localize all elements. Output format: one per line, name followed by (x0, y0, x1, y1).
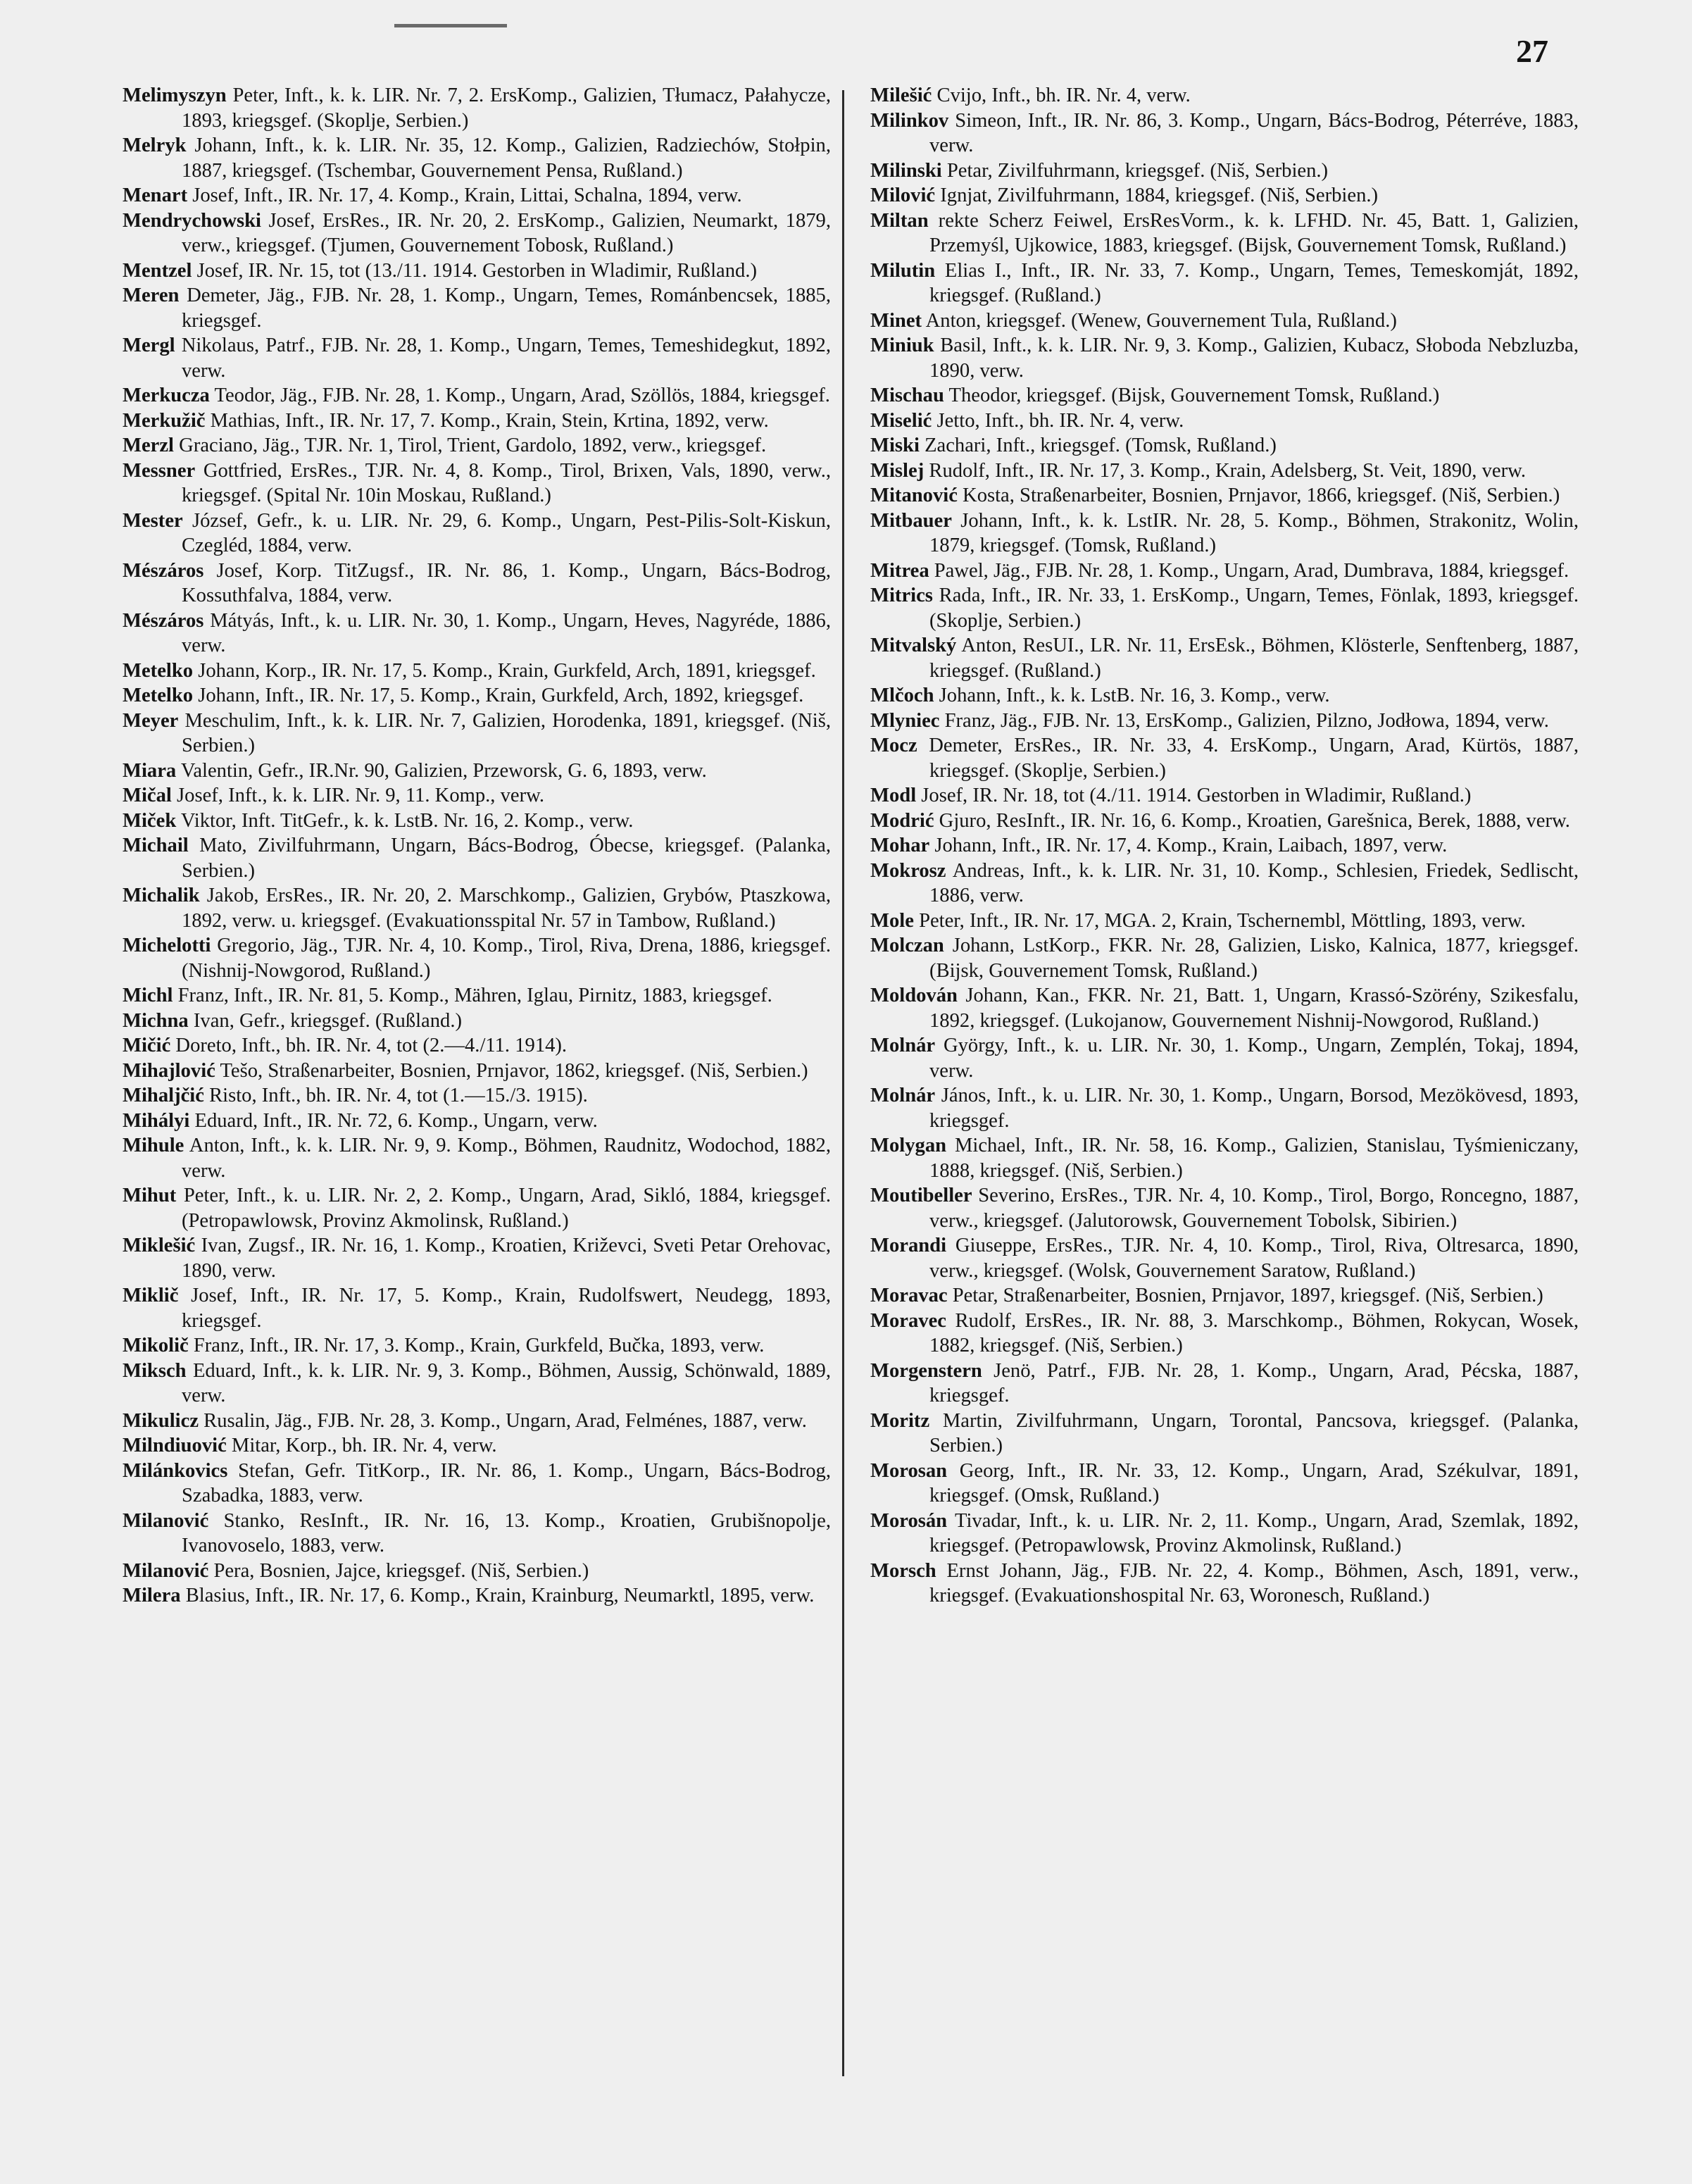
entry-surname: Merzl (123, 435, 175, 456)
casualty-entry (123, 1059, 831, 1084)
entry-surname: Melimyszyn (123, 85, 227, 106)
entry-surname: Molnár (870, 1035, 936, 1056)
casualty-entry (870, 633, 1579, 683)
entry-details: Mato, Zivilfuhrmann, Ungarn, Bács-Bodrog, Óbecse, kriegsgef. (Palanka, Serbien.) (182, 835, 831, 882)
casualty-entry (870, 83, 1579, 108)
entry-surname: Morsch (870, 1559, 936, 1582)
casualty-entry (123, 1509, 831, 1559)
casualty-entry (870, 909, 1579, 934)
entry-details: Zachari, Inft., kriegsgef. (Tomsk, Rußland.) (919, 435, 1277, 456)
entry-details: Anton, Inft., k. k. LIR. Nr. 9, 9. Komp., Böhmen, Raudnitz, Wodochod, 1882, verw. (182, 1135, 831, 1182)
casualty-entry (870, 1083, 1579, 1133)
entry-details: Graciano, Jäg., TJR. Nr. 1, Tirol, Trient, Gardolo, 1892, verw., kriegsgef. (174, 435, 767, 456)
casualty-entry (123, 783, 831, 809)
entry-details: Eduard, Inft., k. k. LIR. Nr. 9, 3. Komp., Böhmen, Aussig, Schönwald, 1889, verw. (182, 1359, 831, 1406)
casualty-entry (870, 333, 1579, 383)
entry-details: Johann, Inft., k. k. LIR. Nr. 35, 12. Komp., Galizien, Radziechów, Stołpin, 1887, kriegsgef. (Tschembar, Gouvernement Pensa, Rußland.) (182, 135, 831, 182)
entry-details: Rudolf, Inft., IR. Nr. 17, 3. Komp., Krain, Adelsberg, St. Veit, 1890, verw. (924, 459, 1527, 482)
casualty-entry (870, 1283, 1579, 1309)
casualty-entry (123, 883, 831, 933)
entry-surname: Messner (123, 459, 196, 482)
casualty-entry (123, 208, 831, 258)
entry-details: Jenö, Patrf., FJB. Nr. 28, 1. Komp., Ungarn, Arad, Pécska, 1887, kriegsgef. (929, 1359, 1579, 1406)
entry-details: Pera, Bosnien, Jajce, kriegsgef. (Niš, Serbien.) (208, 1559, 589, 1582)
entry-surname: Moldován (870, 985, 958, 1006)
entry-details: Josef, IR. Nr. 18, tot (4./11. 1914. Gestorben in Wladimir, Rußland.) (916, 785, 1472, 806)
entry-details: Johann, LstKorp., FKR. Nr. 28, Galizien, Lisko, Kalnica, 1877, kriegsgef. (Bijsk, Gouvernement Tomsk, Rußland.) (929, 935, 1579, 982)
entry-surname: Mikulicz (123, 1409, 199, 1432)
entry-details: Pawel, Jäg., FJB. Nr. 28, 1. Komp., Ungarn, Arad, Dumbrava, 1884, kriegsgef. (929, 559, 1569, 582)
entry-details: Johann, Inft., IR. Nr. 17, 5. Komp., Krain, Gurkfeld, Arch, 1892, kriegsgef. (193, 685, 804, 706)
entry-details: Risto, Inft., bh. IR. Nr. 4, tot (1.—15./3. 1915). (203, 1085, 588, 1106)
entry-details: János, Inft., k. u. LIR. Nr. 30, 1. Komp., Ungarn, Borsod, Mezökövesd, 1893, kriegsgef. (929, 1085, 1579, 1132)
entry-surname: Milović (870, 185, 936, 206)
entry-surname: Minet (870, 309, 922, 332)
entry-surname: Mischau (870, 385, 944, 406)
casualty-entry (870, 158, 1579, 184)
entry-surname: Metelko (123, 685, 194, 706)
page-number: 27 (1516, 33, 1548, 69)
entry-details: Doreto, Inft., bh. IR. Nr. 4, tot (2.—4./11. 1914). (170, 1035, 568, 1056)
entry-surname: Michelotti (123, 935, 211, 956)
entry-surname: Merkucza (123, 385, 210, 406)
entry-surname: Mihaljčić (123, 1085, 204, 1106)
entry-details: Johann, Inft., IR. Nr. 17, 4. Komp., Krain, Laibach, 1897, verw. (929, 835, 1448, 856)
entry-details: Valentin, Gefr., IR.Nr. 90, Galizien, Przeworsk, G. 6, 1893, verw. (176, 759, 707, 782)
entry-details: Basil, Inft., k. k. LIR. Nr. 9, 3. Komp., Galizien, Kubacz, Słoboda Nebzluzba, 1890, verw. (929, 335, 1579, 382)
entry-surname: Milanović (123, 1509, 209, 1532)
casualty-entry (870, 733, 1579, 783)
entry-details: Ivan, Gefr., kriegsgef. (Rußland.) (188, 1009, 463, 1032)
entry-surname: Mihule (123, 1135, 184, 1156)
entry-details: Cvijo, Inft., bh. IR. Nr. 4, verw. (932, 85, 1191, 106)
casualty-entry (123, 1183, 831, 1233)
casualty-entry (123, 1433, 831, 1459)
casualty-entry (123, 1083, 831, 1109)
entry-surname: Mole (870, 909, 914, 932)
entry-details: Josef, Inft., k. k. LIR. Nr. 9, 11. Komp., verw. (171, 785, 545, 806)
casualty-entry (870, 1183, 1579, 1233)
casualty-entry (870, 1559, 1579, 1609)
casualty-entry (123, 408, 831, 434)
entry-surname: Mičal (123, 785, 172, 806)
entry-details: Rudolf, ErsRes., IR. Nr. 88, 3. Marschkomp., Böhmen, Rokycan, Wosek, 1882, kriegsgef. (Niš, Serbien.) (929, 1309, 1579, 1356)
casualty-entry (123, 183, 831, 208)
casualty-entry (123, 1283, 831, 1333)
entry-surname: Mohar (870, 835, 930, 856)
entry-details: Giuseppe, ErsRes., TJR. Nr. 4, 10. Komp., Tirol, Riva, Oltresarca, 1890, verw., kriegsgef. (Wolsk, Gouvernement Saratow, Rußland.) (929, 1235, 1579, 1282)
casualty-entry (870, 183, 1579, 208)
entry-surname: Miček (123, 809, 177, 832)
casualty-entry (123, 933, 831, 983)
entry-surname: Moravac (870, 1285, 948, 1306)
entry-details: Anton, ResUI., LR. Nr. 11, ErsEsk., Böhmen, Klösterle, Senftenberg, 1887, kriegsgef. (Rußland.) (929, 635, 1579, 682)
entry-details: Martin, Zivilfuhrmann, Ungarn, Torontal, Pancsova, kriegsgef. (Palanka, Serbien.) (929, 1409, 1579, 1456)
entry-details: Johann, Korp., IR. Nr. 17, 5. Komp., Krain, Gurkfeld, Arch, 1891, kriegsgef. (193, 659, 816, 682)
entry-surname: Meyer (123, 709, 179, 732)
entry-details: György, Inft., k. u. LIR. Nr. 30, 1. Komp., Ungarn, Zemplén, Tokaj, 1894, verw. (929, 1035, 1579, 1082)
casualty-entry (123, 683, 831, 709)
casualty-entry (870, 833, 1579, 859)
casualty-entry (123, 333, 831, 383)
entry-details: Jakob, ErsRes., IR. Nr. 20, 2. Marschkomp., Galizien, Grybów, Ptaszkowa, 1892, verw. u. kriegsgef. (Evakuationsspital Nr. 57 in Tambow, Rußland.) (182, 885, 831, 932)
entry-details: Demeter, Jäg., FJB. Nr. 28, 1. Komp., Ungarn, Temes, Románbencsek, 1885, kriegsgef. (179, 285, 831, 332)
entry-surname: Merkužič (123, 409, 206, 432)
casualty-entry (123, 833, 831, 883)
entry-surname: Mocz (870, 735, 917, 756)
entry-details: Johann, Inft., k. k. LstIR. Nr. 28, 5. Komp., Böhmen, Strakonitz, Wolin, 1879, kriegsgef. (Tomsk, Rußland.) (929, 509, 1579, 556)
entry-details: Tešo, Straßenarbeiter, Bosnien, Prnjavor, 1862, kriegsgef. (Niš, Serbien.) (215, 1059, 808, 1082)
right-column (870, 83, 1579, 1609)
entry-surname: Mihut (123, 1185, 177, 1206)
entry-surname: Michalik (123, 885, 200, 906)
entry-surname: Mičić (123, 1035, 171, 1056)
casualty-entry (870, 1309, 1579, 1359)
casualty-entry (123, 1409, 831, 1434)
casualty-entry (123, 133, 831, 183)
casualty-entry (123, 809, 831, 834)
entry-details: Ernst Johann, Jäg., FJB. Nr. 22, 4. Komp., Böhmen, Asch, 1891, verw., kriegsgef. (Evakuationshospital Nr. 63, Woronesch, Rußland.) (929, 1559, 1579, 1606)
entry-surname: Molczan (870, 935, 944, 956)
entry-details: Gottfried, ErsRes., TJR. Nr. 4, 8. Komp., Tirol, Brixen, Vals, 1890, verw., kriegsgef. (Spital Nr. 10in Moskau, Rußland.) (182, 459, 831, 506)
entry-surname: Mentzel (123, 259, 192, 282)
casualty-entry (870, 208, 1579, 258)
entry-details: Johann, Inft., k. k. LstB. Nr. 16, 3. Komp., verw. (934, 685, 1330, 706)
casualty-entry (870, 709, 1579, 734)
entry-surname: Mészáros (123, 559, 204, 582)
entry-details: Demeter, ErsRes., IR. Nr. 33, 4. ErsKomp., Ungarn, Arad, Kürtös, 1887, kriegsgef. (Skoplje, Serbien.) (917, 735, 1579, 782)
entry-surname: Mlčoch (870, 685, 934, 706)
entry-surname: Mihályi (123, 1109, 190, 1132)
casualty-entry (870, 1133, 1579, 1183)
entry-surname: Modrić (870, 809, 934, 832)
entry-details: Franz, Inft., IR. Nr. 81, 5. Komp., Mähren, Iglau, Pirnitz, 1883, kriegsgef. (173, 985, 772, 1006)
left-column (123, 83, 831, 1609)
entry-details: József, Gefr., k. u. LIR. Nr. 29, 6. Komp., Ungarn, Pest-Pilis-Solt-Kiskun, Czegléd, 1884, verw. (182, 509, 831, 556)
entry-details: Georg, Inft., IR. Nr. 33, 12. Komp., Ungarn, Arad, Székulvar, 1891, kriegsgef. (Omsk, Rußland.) (929, 1459, 1579, 1506)
entry-details: rekte Scherz Feiwel, ErsResVorm., k. k. LFHD. Nr. 45, Batt. 1, Galizien, Przemyśl, Ujkowice, 1883, kriegsgef. (Bijsk, Gouvernement Tomsk, Rußland.) (928, 209, 1579, 256)
entry-surname: Milera (123, 1585, 181, 1606)
entry-surname: Milánkovics (123, 1459, 228, 1482)
entry-details: Andreas, Inft., k. k. LIR. Nr. 31, 10. Komp., Schlesien, Friedek, Sedlischt, 1886, verw. (929, 859, 1579, 906)
casualty-entry (870, 1459, 1579, 1509)
entry-details: Peter, Inft., k. k. LIR. Nr. 7, 2. ErsKomp., Galizien, Tłumacz, Pałahycze, 1893, kriegsgef. (Skoplje, Serbien.) (182, 85, 831, 132)
entry-details: Josef, Inft., IR. Nr. 17, 5. Komp., Krain, Rudolfswert, Neudegg, 1893, kriegsgef. (178, 1285, 831, 1332)
entry-surname: Milinski (870, 159, 942, 182)
casualty-entry (123, 1109, 831, 1134)
casualty-entry (870, 483, 1579, 508)
casualty-entry (123, 83, 831, 133)
entry-surname: Molnár (870, 1085, 936, 1106)
entry-surname: Mitrics (870, 585, 933, 606)
casualty-entry (870, 258, 1579, 308)
casualty-entry (123, 759, 831, 784)
casualty-entry (123, 1333, 831, 1359)
entry-surname: Metelko (123, 659, 194, 682)
entry-surname: Morosán (870, 1509, 948, 1532)
casualty-entry (123, 609, 831, 659)
entry-surname: Michail (123, 835, 189, 856)
casualty-entry (870, 508, 1579, 559)
entry-details: Ignjat, Zivilfuhrmann, 1884, kriegsgef. (Niš, Serbien.) (935, 185, 1379, 206)
casualty-entry (123, 709, 831, 759)
casualty-entry (870, 1359, 1579, 1409)
column-divider (842, 90, 844, 2076)
entry-details: Simeon, Inft., IR. Nr. 86, 3. Komp., Ungarn, Bács-Bodrog, Péterréve, 1883, verw. (929, 109, 1579, 156)
entry-details: Josef, IR. Nr. 15, tot (13./11. 1914. Gestorben in Wladimir, Rußland.) (192, 259, 758, 282)
entry-surname: Meren (123, 285, 180, 306)
entry-surname: Mitbauer (870, 509, 952, 532)
casualty-entry (870, 1409, 1579, 1459)
casualty-entry (870, 433, 1579, 458)
entry-surname: Mislej (870, 459, 925, 482)
entry-surname: Miklič (123, 1285, 179, 1306)
casualty-entry (870, 1033, 1579, 1083)
casualty-entry (870, 859, 1579, 909)
casualty-entry (123, 983, 831, 1009)
entry-details: Theodor, kriegsgef. (Bijsk, Gouvernement Tomsk, Rußland.) (944, 385, 1440, 406)
casualty-entry (123, 659, 831, 684)
casualty-entry (870, 408, 1579, 434)
entry-details: Tivadar, Inft., k. u. LIR. Nr. 2, 11. Komp., Ungarn, Arad, Szemlak, 1892, kriegsgef. (Petropawlowsk, Provinz Akmolinsk, Rußland.) (929, 1509, 1579, 1556)
entry-surname: Milutin (870, 259, 936, 282)
entry-details: Gregorio, Jäg., TJR. Nr. 4, 10. Komp., Tirol, Riva, Drena, 1886, kriegsgef. (Nishnij-Nowgorod, Rußland.) (182, 935, 831, 982)
entry-details: Josef, Korp. TitZugsf., IR. Nr. 86, 1. Komp., Ungarn, Bács-Bodrog, Kossuthfalva, 1884, verw. (182, 559, 831, 606)
entry-details: Stefan, Gefr. TitKorp., IR. Nr. 86, 1. Komp., Ungarn, Bács-Bodrog, Szabadka, 1883, verw. (182, 1459, 831, 1506)
casualty-entry (123, 1009, 831, 1034)
entry-details: Mátyás, Inft., k. u. LIR. Nr. 30, 1. Komp., Ungarn, Heves, Nagyréde, 1886, verw. (182, 609, 831, 656)
entry-details: Peter, Inft., IR. Nr. 17, MGA. 2, Krain, Tschernembl, Möttling, 1893, verw. (913, 909, 1526, 932)
entry-details: Rada, Inft., IR. Nr. 33, 1. ErsKomp., Ungarn, Temes, Fönlak, 1893, kriegsgef. (Skoplje, Serbien.) (929, 585, 1579, 632)
casualty-entry (870, 383, 1579, 408)
entry-details: Johann, Kan., FKR. Nr. 21, Batt. 1, Ungarn, Krassó-Szörény, Szikesfalu, 1892, kriegsgef. (Lukojanow, Gouvernement Nishnij-Nowgorod, Rußland.) (929, 985, 1579, 1032)
casualty-entry (123, 508, 831, 559)
entry-surname: Mikolič (123, 1335, 189, 1356)
casualty-entry (123, 383, 831, 408)
entry-surname: Morandi (870, 1235, 947, 1256)
entry-surname: Morgenstern (870, 1359, 982, 1382)
casualty-entry (123, 283, 831, 333)
entry-surname: Mihajlović (123, 1059, 215, 1082)
entry-details: Meschulim, Inft., k. k. LIR. Nr. 7, Galizien, Horodenka, 1891, kriegsgef. (Niš, Serbien.) (178, 709, 831, 756)
entry-details: Teodor, Jäg., FJB. Nr. 28, 1. Komp., Ungarn, Arad, Szöllös, 1884, kriegsgef. (209, 385, 830, 406)
casualty-entry (123, 1033, 831, 1059)
casualty-entry (870, 783, 1579, 809)
entry-details: Nikolaus, Patrf., FJB. Nr. 28, 1. Komp., Ungarn, Temes, Temeshidegkut, 1892, verw. (175, 335, 831, 382)
entry-surname: Morosan (870, 1459, 948, 1482)
entry-details: Stanko, ResInft., IR. Nr. 16, 13. Komp., Kroatien, Grubišnopolje, Ivanovoselo, 1883, verw. (182, 1509, 831, 1556)
entry-details: Mitar, Korp., bh. IR. Nr. 4, verw. (226, 1435, 497, 1456)
entry-details: Josef, ErsRes., IR. Nr. 20, 2. ErsKomp., Galizien, Neumarkt, 1879, verw., kriegsgef. (Tjumen, Gouvernement Tobosk, Rußland.) (182, 209, 831, 256)
entry-surname: Mergl (123, 335, 175, 356)
entry-surname: Miniuk (870, 335, 934, 356)
casualty-entry (123, 1459, 831, 1509)
entry-surname: Mészáros (123, 609, 204, 632)
entry-surname: Melryk (123, 135, 187, 156)
entry-details: Franz, Inft., IR. Nr. 17, 3. Komp., Krain, Gurkfeld, Bučka, 1893, verw. (188, 1335, 765, 1356)
casualty-entry (870, 983, 1579, 1033)
entry-details: Michael, Inft., IR. Nr. 58, 16. Komp., Galizien, Stanislau, Tyśmieniczany, 1888, kriegsgef. (Niš, Serbien.) (929, 1135, 1579, 1182)
casualty-entry (123, 1559, 831, 1584)
entry-details: Peter, Inft., k. u. LIR. Nr. 2, 2. Komp., Ungarn, Arad, Sikló, 1884, kriegsgef. (Petropawlowsk, Provinz Akmolinsk, Rußland.) (176, 1185, 831, 1232)
entry-surname: Modl (870, 785, 917, 806)
entry-surname: Mendrychowski (123, 209, 261, 232)
entry-surname: Miklešić (123, 1235, 196, 1256)
entry-details: Petar, Straßenarbeiter, Bosnien, Prnjavor, 1897, kriegsgef. (Niš, Serbien.) (947, 1285, 1543, 1306)
entry-surname: Mitanović (870, 485, 958, 506)
entry-details: Blasius, Inft., IR. Nr. 17, 6. Komp., Krain, Krainburg, Neumarktl, 1895, verw. (180, 1585, 815, 1606)
entry-surname: Mitvalský (870, 635, 957, 656)
entry-details: Viktor, Inft. TitGefr., k. k. LstB. Nr. 16, 2. Komp., verw. (176, 809, 634, 832)
casualty-entry (870, 809, 1579, 834)
entry-surname: Milešić (870, 85, 932, 106)
entry-surname: Moutibeller (870, 1185, 972, 1206)
casualty-entry (123, 559, 831, 609)
entry-details: Josef, Inft., IR. Nr. 17, 4. Komp., Krain, Littai, Schalna, 1894, verw. (187, 185, 742, 206)
casualty-entry (123, 1233, 831, 1283)
entry-surname: Milndiuović (123, 1435, 227, 1456)
casualty-entry (870, 1509, 1579, 1559)
entry-surname: Miara (123, 759, 177, 782)
entry-details: Petar, Zivilfuhrmann, kriegsgef. (Niš, Serbien.) (941, 159, 1329, 182)
entry-details: Ivan, Zugsf., IR. Nr. 16, 1. Komp., Kroatien, Križevci, Sveti Petar Orehovac, 1890, verw. (182, 1235, 831, 1282)
entry-surname: Miski (870, 435, 920, 456)
entry-surname: Milanović (123, 1559, 209, 1582)
entry-details: Severino, ErsRes., TJR. Nr. 4, 10. Komp., Tirol, Borgo, Roncegno, 1887, verw., kriegsgef. (Jalutorowsk, Gouvernement Tobolsk, Sibirien.) (929, 1185, 1579, 1232)
entry-surname: Michna (123, 1009, 189, 1032)
entry-details: Rusalin, Jäg., FJB. Nr. 28, 3. Komp., Ungarn, Arad, Felménes, 1887, verw. (199, 1409, 807, 1432)
entry-details: Anton, kriegsgef. (Wenew, Gouvernement Tula, Rußland.) (922, 309, 1397, 332)
casualty-entry (123, 1359, 831, 1409)
entry-surname: Miselić (870, 409, 932, 432)
casualty-entry (123, 458, 831, 508)
casualty-entry (870, 1233, 1579, 1283)
entry-surname: Milinkov (870, 109, 949, 132)
casualty-entry (870, 683, 1579, 709)
entry-surname: Menart (123, 185, 188, 206)
entry-surname: Miksch (123, 1359, 187, 1382)
casualty-entry (870, 583, 1579, 633)
entry-surname: Molygan (870, 1135, 947, 1156)
top-rule (394, 24, 507, 27)
casualty-entry (870, 108, 1579, 158)
casualty-entry (123, 1133, 831, 1183)
casualty-entry (870, 933, 1579, 983)
entry-surname: Mester (123, 509, 183, 532)
entry-details: Mathias, Inft., IR. Nr. 17, 7. Komp., Krain, Stein, Krtina, 1892, verw. (205, 409, 769, 432)
casualty-entry (870, 559, 1579, 584)
entry-surname: Mitrea (870, 559, 929, 582)
entry-surname: Michl (123, 985, 173, 1006)
entry-details: Gjuro, ResInft., IR. Nr. 16, 6. Komp., Kroatien, Garešnica, Berek, 1888, verw. (934, 809, 1570, 832)
entry-surname: Moritz (870, 1409, 930, 1432)
casualty-entry (123, 258, 831, 284)
entry-surname: Miltan (870, 209, 929, 232)
entry-surname: Moravec (870, 1309, 946, 1332)
entry-surname: Mlyniec (870, 709, 940, 732)
entry-details: Elias I., Inft., IR. Nr. 33, 7. Komp., Ungarn, Temes, Temeskomját, 1892, kriegsgef. (Rußland.) (929, 259, 1579, 306)
entry-details: Jetto, Inft., bh. IR. Nr. 4, verw. (932, 409, 1184, 432)
casualty-entry (870, 458, 1579, 484)
entry-details: Franz, Jäg., FJB. Nr. 13, ErsKomp., Galizien, Pilzno, Jodłowa, 1894, verw. (939, 709, 1549, 732)
casualty-entry (870, 308, 1579, 334)
entry-surname: Mokrosz (870, 859, 946, 882)
casualty-entry (123, 1583, 831, 1609)
casualty-entry (123, 433, 831, 458)
entry-details: Kosta, Straßenarbeiter, Bosnien, Prnjavor, 1866, kriegsgef. (Niš, Serbien.) (957, 485, 1560, 506)
entry-details: Eduard, Inft., IR. Nr. 72, 6. Komp., Ungarn, verw. (189, 1109, 598, 1132)
